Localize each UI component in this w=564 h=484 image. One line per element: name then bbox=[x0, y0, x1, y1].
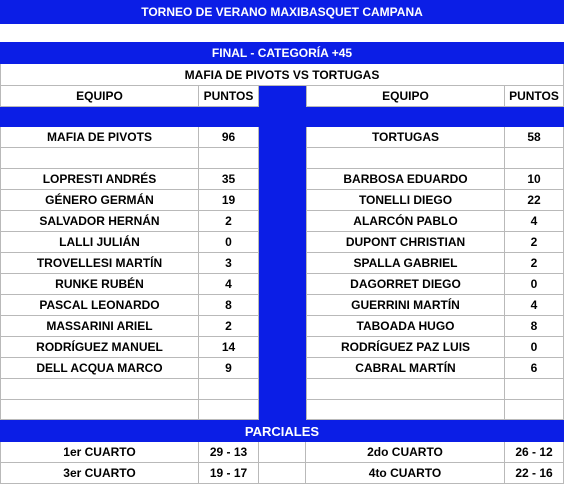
left-team-name: MAFIA DE PIVOTS bbox=[0, 127, 199, 148]
team-totals-row bbox=[0, 127, 564, 148]
right-player-name: TABOADA HUGO bbox=[306, 316, 505, 337]
right-player-points: 2 bbox=[505, 232, 564, 253]
quarter-row bbox=[0, 442, 564, 463]
right-player-points: 6 bbox=[505, 358, 564, 379]
left-player-name: RUNKE RUBÉN bbox=[0, 274, 199, 295]
right-team-header: EQUIPO bbox=[306, 86, 505, 107]
left-player-points: 2 bbox=[199, 316, 259, 337]
left-team-header: EQUIPO bbox=[0, 86, 199, 107]
empty-row bbox=[0, 400, 564, 420]
empty-cell bbox=[505, 400, 564, 420]
tournament-title: TORNEO DE VERANO MAXIBASQUET CAMPANA bbox=[141, 5, 423, 19]
right-player-points: 2 bbox=[505, 253, 564, 274]
right-player-name: TONELLI DIEGO bbox=[306, 190, 505, 211]
empty-cell bbox=[199, 400, 259, 420]
empty-cell bbox=[306, 400, 505, 420]
right-team-name: TORTUGAS bbox=[306, 127, 505, 148]
right-team-points: 58 bbox=[505, 127, 564, 148]
empty-cell bbox=[306, 148, 505, 169]
left-player-points: 9 bbox=[199, 358, 259, 379]
left-player-points: 3 bbox=[199, 253, 259, 274]
left-player-name: LOPRESTI ANDRÉS bbox=[0, 169, 199, 190]
center-gap bbox=[259, 442, 306, 463]
empty-cell bbox=[199, 379, 259, 400]
left-player-points: 14 bbox=[199, 337, 259, 358]
center-gap bbox=[259, 463, 306, 484]
right-player-name: DAGORRET DIEGO bbox=[306, 274, 505, 295]
left-player-points: 0 bbox=[199, 232, 259, 253]
empty-cell bbox=[505, 379, 564, 400]
empty-cell bbox=[0, 148, 199, 169]
left-quarter-label: 1er CUARTO bbox=[0, 442, 199, 463]
matchup-title: MAFIA DE PIVOTS VS TORTUGAS bbox=[184, 67, 380, 82]
category-title: FINAL - CATEGORÍA +45 bbox=[211, 46, 353, 60]
left-player-name: MASSARINI ARIEL bbox=[0, 316, 199, 337]
right-player-points: 4 bbox=[505, 295, 564, 316]
left-player-points: 35 bbox=[199, 169, 259, 190]
right-player-points: 4 bbox=[505, 211, 564, 232]
left-player-name: TROVELLESI MARTÍN bbox=[0, 253, 199, 274]
empty-cell bbox=[0, 400, 199, 420]
left-player-name: SALVADOR HERNÁN bbox=[0, 211, 199, 232]
left-points-header: PUNTOS bbox=[199, 86, 259, 107]
right-player-name: RODRÍGUEZ PAZ LUIS bbox=[306, 337, 505, 358]
player-row bbox=[0, 295, 564, 316]
player-row bbox=[0, 337, 564, 358]
right-player-points: 8 bbox=[505, 316, 564, 337]
player-row bbox=[0, 169, 564, 190]
player-row bbox=[0, 358, 564, 379]
left-player-name: PASCAL LEONARDO bbox=[0, 295, 199, 316]
partials-title-bar bbox=[0, 420, 564, 442]
empty-cell bbox=[199, 148, 259, 169]
right-player-points: 10 bbox=[505, 169, 564, 190]
tournament-title-bar bbox=[0, 0, 564, 24]
right-quarter-score: 22 - 16 bbox=[505, 463, 564, 484]
right-player-name: CABRAL MARTÍN bbox=[306, 358, 505, 379]
category-bar bbox=[0, 42, 564, 64]
empty-cell bbox=[0, 379, 199, 400]
left-team-points: 96 bbox=[199, 127, 259, 148]
matchup-bar bbox=[0, 64, 564, 86]
right-player-name: GUERRINI MARTÍN bbox=[306, 295, 505, 316]
right-points-header: PUNTOS bbox=[505, 86, 564, 107]
player-row bbox=[0, 274, 564, 295]
empty-row bbox=[0, 379, 564, 400]
left-player-points: 8 bbox=[199, 295, 259, 316]
player-row bbox=[0, 253, 564, 274]
right-player-name: ALARCÓN PABLO bbox=[306, 211, 505, 232]
player-row bbox=[0, 316, 564, 337]
player-row bbox=[0, 190, 564, 211]
left-player-points: 19 bbox=[199, 190, 259, 211]
right-player-name: SPALLA GABRIEL bbox=[306, 253, 505, 274]
empty-row bbox=[0, 148, 564, 169]
quarter-row bbox=[0, 463, 564, 484]
left-quarter-score: 29 - 13 bbox=[199, 442, 259, 463]
right-quarter-score: 26 - 12 bbox=[505, 442, 564, 463]
left-player-name: GÉNERO GERMÁN bbox=[0, 190, 199, 211]
right-player-name: BARBOSA EDUARDO bbox=[306, 169, 505, 190]
right-player-name: DUPONT CHRISTIAN bbox=[306, 232, 505, 253]
left-quarter-score: 19 - 17 bbox=[199, 463, 259, 484]
left-player-name: LALLI JULIÁN bbox=[0, 232, 199, 253]
spacer-row bbox=[0, 24, 564, 42]
left-player-name: RODRÍGUEZ MANUEL bbox=[0, 337, 199, 358]
empty-cell bbox=[505, 148, 564, 169]
left-player-name: DELL ACQUA MARCO bbox=[0, 358, 199, 379]
partials-title: PARCIALES bbox=[244, 423, 320, 439]
right-quarter-label: 4to CUARTO bbox=[306, 463, 505, 484]
player-row bbox=[0, 211, 564, 232]
empty-cell bbox=[306, 379, 505, 400]
right-player-points: 0 bbox=[505, 274, 564, 295]
left-player-points: 4 bbox=[199, 274, 259, 295]
right-quarter-label: 2do CUARTO bbox=[306, 442, 505, 463]
left-quarter-label: 3er CUARTO bbox=[0, 463, 199, 484]
left-player-points: 2 bbox=[199, 211, 259, 232]
player-row bbox=[0, 232, 564, 253]
right-player-points: 0 bbox=[505, 337, 564, 358]
right-player-points: 22 bbox=[505, 190, 564, 211]
